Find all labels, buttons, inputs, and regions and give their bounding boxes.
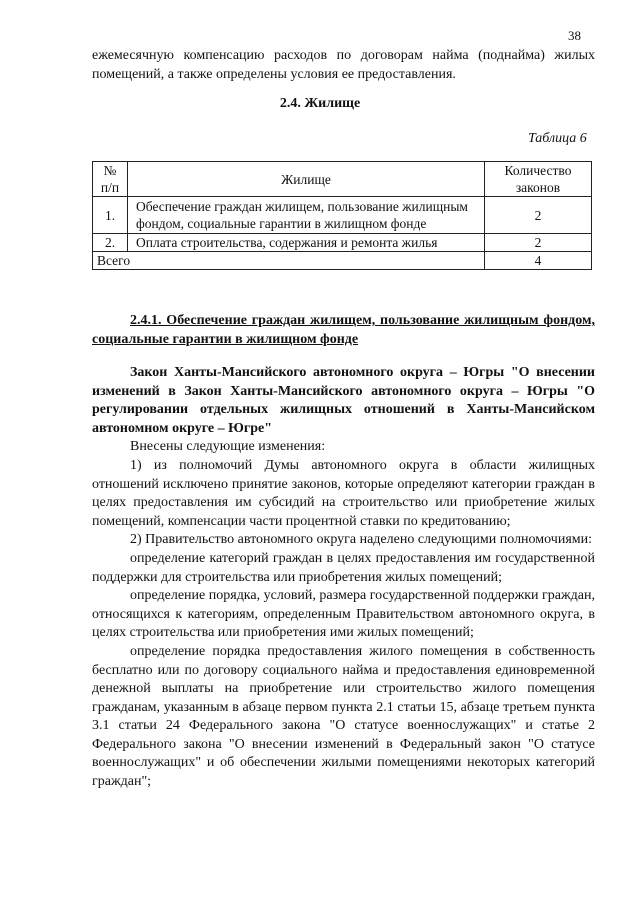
paragraph: определение порядка предоставления жилого помещения в собственность бесплатно или по договору социального найма и предоставления единовременной денежной выплаты на приобретение или строительство жилого помещения гражданам, указанным в абзаце первом пункта 2.1 статьи 15, абзаце третьем пункта 3.1 статьи 24 Федерального закона "О статусе военнослужащих" и статье 2 Федерального закона "О внесении изменений в Федеральный закон "О статусе военнослужащих" и об обеспечении жилыми помещениями некоторых категорий граждан"; [92,643,595,790]
row-2-name: Оплата строительства, содержания и ремонта жилья [128,234,485,252]
row-1-name: Обеспечение граждан жилищем, пользование жилищным фондом, социальные гарантии в жилищном фонде [128,197,485,234]
paragraph: определение порядка, условий, размера государственной поддержки граждан, относящихся к категориям, определенным Правительством автономного округа, в целях строительства или приобретения ими жилых помещений; [92,588,595,641]
table-row [93,234,592,252]
row-1-count: 2 [485,197,592,234]
intro-paragraph: ежемесячную компенсацию расходов по договорам найма (поднайма) жилых помещений, а также определены условия ее предоставления. [92,48,595,82]
law-title: Закон Ханты-Мансийского автономного округа – Югры "О внесении изменений в Закон Ханты-Мансийского автономного округа – Югры "О регулировании отдельных жилищных отношений в Ханты-Мансийском автономном округе – Югре" [92,365,595,436]
page-number: 38 [568,28,581,43]
paragraph: 1) из полномочий Думы автономного округа в области жилищных отношений исключено принятие законов, которые определяют категории граждан в целях предоставления им субсидий на строительство или приобретение жилых помещений, компенсации части процентной ставки по кредитованию; [92,457,595,529]
header-num: № п/п [93,162,128,197]
paragraph: 2) Правительство автономного округа наделено следующими полномочиями: [130,532,592,548]
subsection-title: 2.4.1. Обеспечение граждан жилищем, пользование жилищным фондом, социальные гарантии в жилищном фонде [92,313,595,347]
header-name: Жилище [128,162,485,197]
table-total-row [93,252,592,270]
total-label: Всего [93,252,485,270]
body-text [92,364,595,792]
paragraph: определение категорий граждан в целях предоставления им государственной поддержки для строительства или приобретения жилых помещений; [92,550,595,585]
paragraph: Внесены следующие изменения: [130,439,326,455]
row-2-num: 2. [93,234,128,252]
section-title: 2.4. Жилище [279,96,361,111]
row-1-num: 1. [93,197,128,234]
total-count: 4 [485,252,592,270]
table-row [93,197,592,234]
table-header-row [93,162,592,197]
table-caption: Таблица 6 [528,131,587,146]
laws-table [92,161,592,270]
header-count: Количество законов [485,162,592,197]
row-2-count: 2 [485,234,592,252]
